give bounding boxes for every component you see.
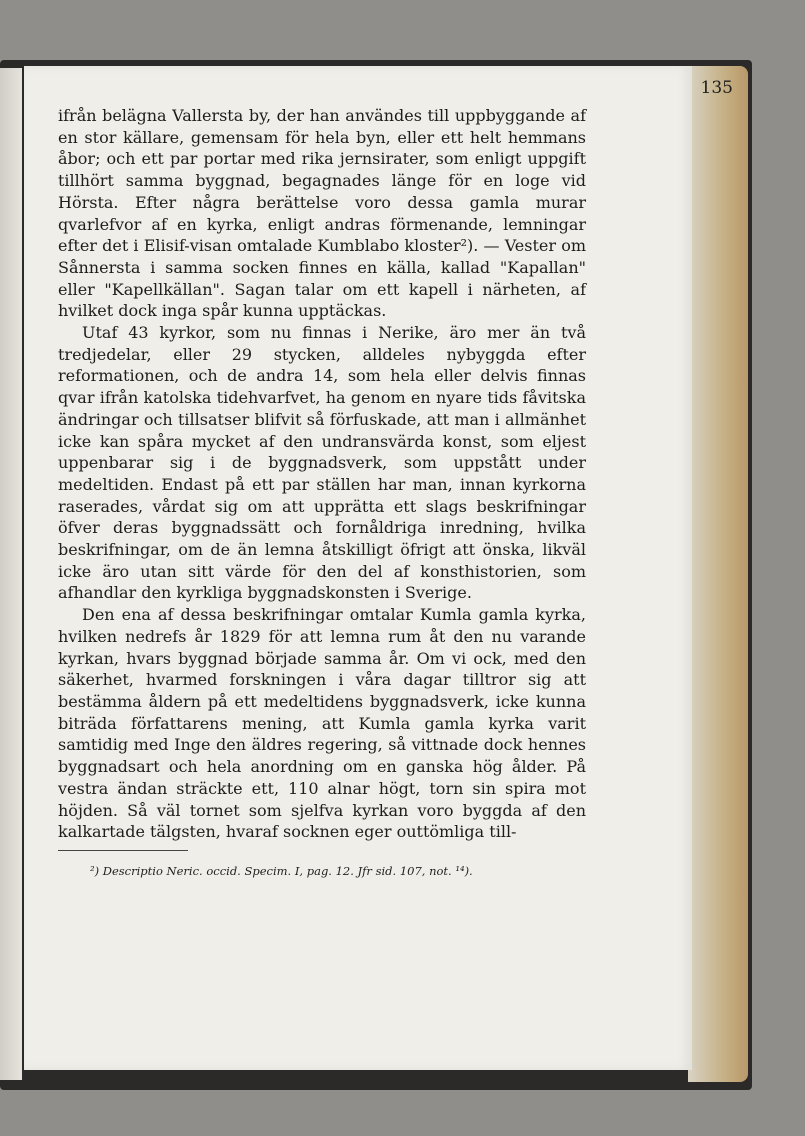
left-page-edge [0,68,22,1080]
paragraph-1: ifrån belägna Vallersta by, der han användes till uppbyggande af en stor källare, gemensam för hela byn, eller ett helt hemmans åbor; och ett par portar med rika jernsirater, som enligt uppgift tillhört samma byggnad, begagnades länge för en loge vid Hörsta. Efter några berättelse voro dessa gamla murar qvarlefvor af en kyrka, enligt andras förmenande, lemningar efter det i Elisif-visan omtalade Kumblabo kloster²). — Vester om Sånnersta i samma socken finnes en källa, kallad "Kapallan" eller "Kapellkällan". Sagan talar om ett kapell i närheten, af hvilket dock inga spår kunna upptäckas. [58,106,586,321]
paragraph-2: Utaf 43 kyrkor, som nu finnas i Nerike, äro mer än två tredjedelar, eller 29 stycken, alldeles nybyggda efter reformationen, och de andra 14, som hela eller delvis finnas qvar ifrån katolska tidehvarfvet, ha genom en nyare tids fåvitska ändringar och tillsatser blifvit så förfuskade, att man i allmänhet icke kan spåra mycket af den undransvärda konst, som eljest uppenbarar sig i de byggnadsverk, som uppstått under medeltiden. Endast på ett par ställen har man, innan kyrkorna raserades, vårdat sig om att upprätta ett slags beskrifningar öfver deras byggnadssätt och fornåldriga inredning, hvilka beskrifningar, om de än lemna åtskilligt öfrigt att önska, likväl icke äro utan sitt värde för den del af konsthistorien, som afhandlar den kyrkliga byggnadskonsten i Sverige. [58,323,586,603]
page-number: 135 [700,78,733,98]
footnote: ²) Descriptio Neric. occid. Specim. I, pag. 12. Jfr sid. 107, not. ¹⁴). [90,864,473,878]
footnote-rule [58,850,188,851]
body-text [58,105,586,843]
paragraph-3: Den ena af dessa beskrifningar omtalar Kumla gamla kyrka, hvilken nedrefs år 1829 för att lemna rum åt den nu varande kyrkan, hvars byggnad började samma år. Om vi ock, med den säkerhet, hvarmed forskningen i våra dagar tilltror sig att bestämma åldern på ett medeltidens byggnadsverk, icke kunna biträda författarens mening, att Kumla gamla kyrka varit samtidig med Inge den äldres regering, så vittnade dock hennes byggnadsart och hela anordning om en ganska hög ålder. På vestra ändan sträckte ett, 110 alnar högt, torn sin spira mot höjden. Så väl tornet som sjelfva kyrkan voro byggda af den kalkartade tälgsten, hvaraf socknen eger outtömliga till- [58,605,586,842]
page-edges [688,66,748,1082]
